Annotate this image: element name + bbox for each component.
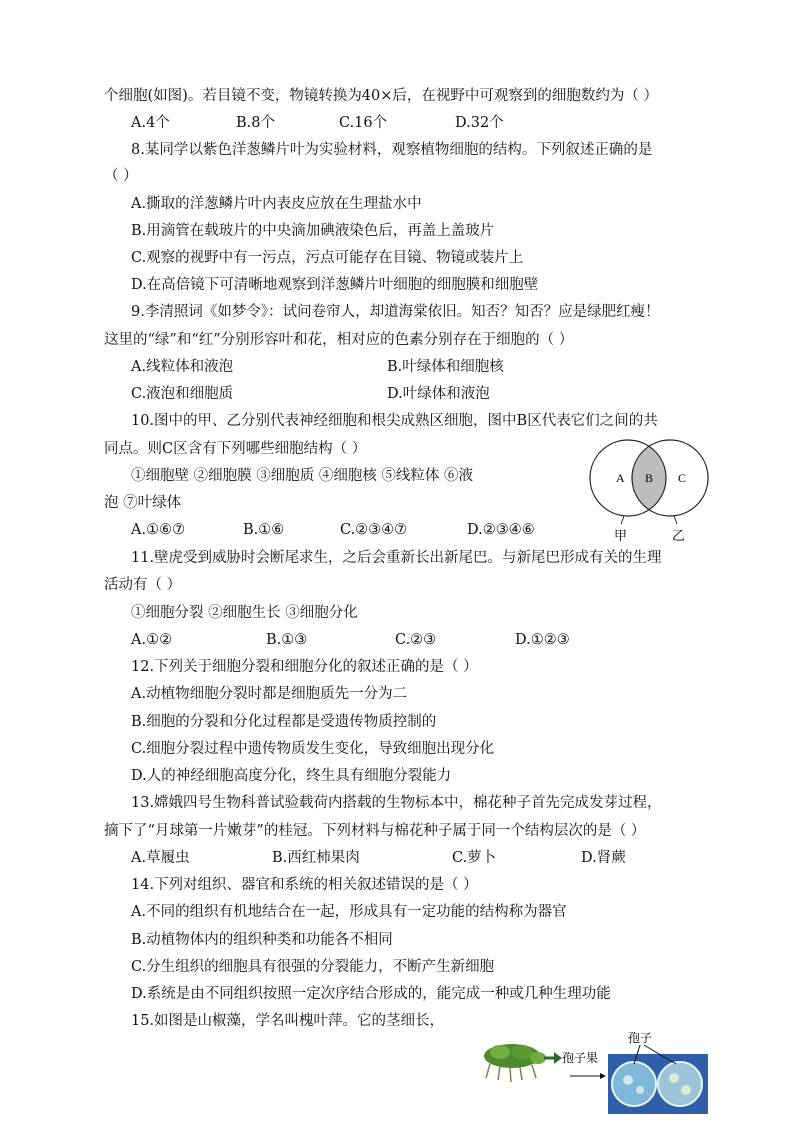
q12-option-c: C.细胞分裂过程中遗传物质发生变化，导致细胞出现分化: [131, 741, 495, 757]
q11-option-d: D.①②③: [515, 632, 570, 648]
q14-stem: 14.下列对组织、器官和系统的相关叙述错误的是（ ）: [131, 877, 478, 893]
q10-option-d: D.②③④⑥: [467, 522, 535, 538]
q8-option-c: C.观察的视野中有一污点，污点可能存在目镜、物镜或装片上: [131, 250, 524, 266]
q15-stem: 15.如图是山椒藻，学名叫槐叶萍。它的茎细长，: [131, 1013, 445, 1029]
venn-pointer-jia: [621, 516, 624, 524]
sporocarp-left-circle: [612, 1062, 656, 1106]
q8-option-a: A.撕取的洋葱鳞片叶内表皮应放在生理盐水中: [131, 196, 422, 212]
q10-choices-line2: 泡 ⑦叶绿体: [104, 495, 182, 511]
q13-option-c: C.萝卜: [452, 850, 497, 866]
q9-option-a: A.线粒体和液泡: [131, 359, 234, 375]
venn-label-a: A: [616, 471, 625, 485]
q11-option-a: A.①②: [131, 632, 173, 648]
sporocarp-label: 孢子果: [562, 1051, 599, 1065]
q13-option-a: A.草履虫: [131, 850, 190, 866]
q11-stem: 11.壁虎受到威胁时会断尾求生，之后会重新长出新尾巴。与新尾巴形成有关的生理: [131, 550, 662, 566]
venn-pointer-yi: [674, 516, 677, 524]
q8-stem: 8.某同学以紫色洋葱鳞片叶为实验材料，观察植物细胞的结构。下列叙述正确的是: [131, 142, 653, 158]
q10-choices-line1: ①细胞壁 ②细胞膜 ③细胞质 ④细胞核 ⑤线粒体 ⑥液: [131, 468, 474, 484]
venn-label-yi: 乙: [672, 529, 686, 544]
q9-option-b: B.叶绿体和细胞核: [387, 359, 504, 375]
q12-option-d: D.人的神经细胞高度分化，终生具有细胞分裂能力: [131, 768, 452, 784]
q7-option-b: B.8个: [236, 115, 275, 131]
sporocarp-arrow-head-icon: [600, 1073, 606, 1079]
spore-label: 孢子: [628, 1031, 653, 1045]
q10-option-a: A.①⑥⑦: [131, 522, 186, 538]
q10-option-b: B.①⑥: [243, 522, 285, 538]
venn-label-c: C: [678, 471, 687, 485]
q11-stem-cont: 活动有（ ）: [104, 577, 182, 593]
q10-stem-cont: 同点。则C区含有下列哪些细胞结构（ ）: [104, 441, 367, 457]
q9-option-d: D.叶绿体和液泡: [387, 386, 490, 402]
q12-stem: 12.下列关于细胞分裂和细胞分化的叙述正确的是（ ）: [131, 659, 478, 675]
q13-option-d: D.肾蕨: [581, 850, 626, 866]
q14-option-c: C.分生组织的细胞具有很强的分裂能力，不断产生新细胞: [131, 959, 495, 975]
q7-option-d: D.32个: [455, 115, 504, 131]
sporocarp-right-circle: [658, 1062, 702, 1106]
q13-stem: 13.嫦娥四号生物科普试验载荷内搭载的生物标本中，棉花种子首先完成发芽过程，: [131, 795, 662, 811]
q8-stem-paren: （ ）: [104, 168, 138, 184]
q7-stem-tail: 个细胞(如图)。若目镜不变，物镜转换为40×后，在视野中可观察到的细胞数约为（ ）: [104, 88, 659, 104]
q11-choices: ①细胞分裂 ②细胞生长 ③细胞分化: [131, 605, 358, 621]
salvinia-plant-illustration: [484, 1044, 546, 1082]
q13-option-b: B.西红柿果肉: [272, 850, 360, 866]
venn-label-jia: 甲: [614, 529, 628, 544]
plant-arrow-head-icon: [554, 1052, 562, 1064]
venn-diagram: [584, 436, 714, 548]
q12-option-b: B.细胞的分裂和分化过程都是受遗传物质控制的: [131, 714, 437, 730]
q13-stem-cont: 摘下了“月球第一片嫩芽”的桂冠。下列材料与棉花种子属于同一个结构层次的是（ ）: [104, 823, 646, 839]
q14-option-a: A.不同的组织有机地结合在一起，形成具有一定功能的结构称为器官: [131, 904, 567, 920]
venn-label-b: B: [645, 471, 654, 485]
q11-option-b: B.①③: [266, 632, 308, 648]
q7-option-a: A.4个: [131, 115, 170, 131]
q11-option-c: C.②③: [395, 632, 437, 648]
q9-option-c: C.液泡和细胞质: [131, 386, 234, 402]
q8-option-b: B.用滴管在载玻片的中央滴加碘液染色后，再盖上盖玻片: [131, 223, 495, 239]
salvinia-figure: [482, 1028, 712, 1116]
q10-option-c: C.②③④⑦: [340, 522, 408, 538]
q12-option-a: A.动植物细胞分裂时都是细胞质先一分为二: [131, 686, 408, 702]
q9-stem-cont: 这里的“绿”和“红”分别形容叶和花，相对应的色素分别存在于细胞的（ ）: [104, 332, 574, 348]
q7-option-c: C.16个: [339, 115, 388, 131]
q8-option-d: D.在高倍镜下可清晰地观察到洋葱鳞片叶细胞的细胞膜和细胞壁: [131, 277, 539, 293]
q14-option-d: D.系统是由不同组织按照一定次序结合形成的，能完成一种或几种生理功能: [131, 986, 611, 1002]
q14-option-b: B.动植物体内的组织种类和功能各不相同: [131, 932, 393, 948]
q10-stem: 10.图中的甲、乙分别代表神经细胞和根尖成熟区细胞，图中B区代表它们之间的共: [131, 413, 658, 429]
q9-stem: 9.李清照词《如梦令》：试问卷帘人，却道海棠依旧。知否？知否？应是绿肥红瘦！: [131, 304, 660, 320]
